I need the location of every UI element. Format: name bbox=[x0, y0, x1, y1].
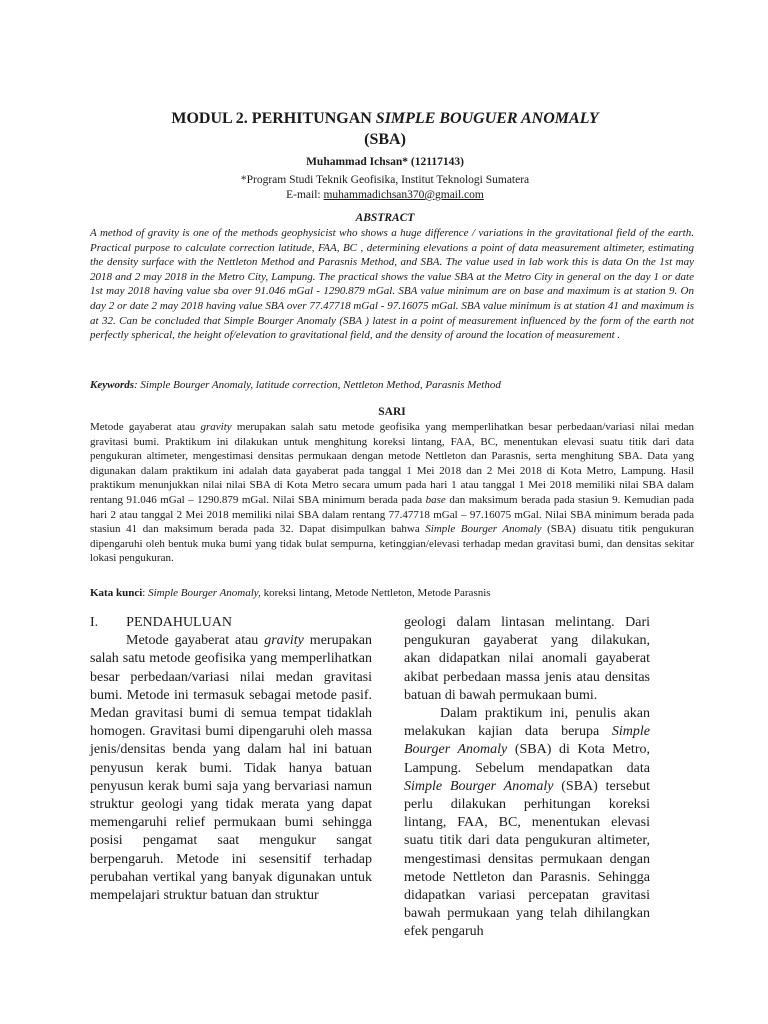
sari-italic-3: Simple Bourger Anomaly bbox=[425, 523, 542, 536]
sari-part-4: (SBA) disuatu titik pengukuran dipengaruhi oleh bentuk muka bumi yang tidak bulat sempurna, ketinggian/elevasi terhadap medan gravitasi bumi, dan densitas sekitar lokasi pengukuran. bbox=[90, 523, 694, 565]
paragraph bbox=[90, 632, 372, 905]
sari-heading: SARI bbox=[378, 406, 406, 418]
para-text: (SBA) tersebut perlu dilakukan perhitungan koreksi lintang, FAA, BC, menentukan elevasi suatu titik dari data pengukuran altimeter, mengestimasi densitas permukaan dengan metode Nettleton dan Parasnis. Sehingga didapatkan variasi percepatan gravitasi bawah permukaan yang telah dihilangkan efek pengaruh bbox=[404, 778, 650, 940]
title-line-2: (SBA) bbox=[364, 131, 406, 148]
title-prefix: MODUL 2. PERHITUNGAN bbox=[171, 110, 376, 127]
sari-text bbox=[90, 420, 694, 566]
section-heading bbox=[90, 614, 372, 632]
para-text: Metode gayaberat atau bbox=[126, 633, 265, 649]
title-italic: SIMPLE BOUGUER ANOMALY bbox=[375, 110, 599, 127]
kata-kunci-line bbox=[90, 586, 694, 600]
kata-kunci-label: Kata kunci bbox=[90, 587, 143, 599]
email-link[interactable]: muhammadichsan370@gmail.com bbox=[323, 189, 484, 201]
kata-kunci-rest: koreksi lintang, Metode Nettleton, Metode Parasnis bbox=[260, 587, 491, 599]
abstract-text: A method of gravity is one of the methods geophysicist who shows a huge difference / variations in the gravitational field of the earth. Practical purpose to calculate correction latitude, FAA, BC , determining elevations a point of data measurement altimeter, estimating the density surface with the Nettleton Method and Parasnis Method, and SBA. The value used in lab work this is data On the 1st may 2018 and 2 may 2018 in the Metro City, Lampung. The practical shows the value SBA at the Metro City in general on the day 1 or date 1st may 2018 having value sba over 91.046 mGal - 1290.879 mGal. SBA value minimum are on base and maximum is at station 9. On day 2 or date 2 may 2018 having value SBA over 77.47718 mGal - 97.16075 mGal. SBA value minimum is at station 41 and maximum is at 32. Can be concluded that Simple Bourger Anomaly (SBA ) latest in a point of measurement influenced by the form of the earth not perfectly spherical, the height of/elevation to gravitational field, and the density of around the location of measurement . bbox=[90, 227, 694, 342]
sari-part-3: dan maksimum berada pada stasiun 9. Kemudian pada hari 2 atau tanggal 2 Mei 2018 memiliki nilai SBA dalam rentang 77.47718 mGal – 97.16075 mGal. Nilai SBA minimum berada pada stasiun 41 dan maksimum berada pada 32. Dapat disimpulkan bahwa bbox=[90, 493, 694, 536]
paragraph: geologi dalam lintasan melintang. Dari pengukuran gayaberat yang dilakukan, akan didapatkan nilai anomali gayaberat akibat perbedaan massa jenis atau densitas batuan di bawah permukaan bumi. bbox=[404, 615, 650, 703]
kata-kunci-sep: : bbox=[142, 587, 149, 599]
para-text: Dalam praktikum ini, penulis akan melakukan kajian data berupa bbox=[404, 706, 650, 740]
keywords-line bbox=[90, 378, 694, 392]
body-column-left bbox=[90, 614, 372, 905]
sari-italic-1: gravity bbox=[200, 421, 232, 433]
para-italic: gravity bbox=[264, 633, 304, 649]
para-text: (SBA) di Kota Metro, Lampung. Sebelum mendapatkan data bbox=[404, 742, 650, 776]
para-italic: Simple Bourger Anomaly bbox=[404, 778, 554, 794]
sari-part-1: Metode gayaberat atau bbox=[90, 421, 201, 433]
paragraph bbox=[404, 705, 650, 942]
abstract-heading: ABSTRACT bbox=[355, 212, 415, 224]
section-title: PENDAHULUAN bbox=[126, 615, 232, 630]
section-number: I. bbox=[90, 615, 99, 630]
keywords-label: Keywords bbox=[90, 379, 134, 391]
author-affiliation: *Program Studi Teknik Geofisika, Institut Teknologi Sumatera bbox=[240, 174, 530, 186]
keywords-text: : Simple Bourger Anomaly, latitude correction, Nettleton Method, Parasnis Method bbox=[134, 379, 501, 391]
para-italic: Simple Bourger Anomaly bbox=[404, 724, 650, 758]
sari-italic-2: base bbox=[425, 493, 446, 506]
kata-kunci-italic: Simple Bourger Anomaly, bbox=[148, 587, 261, 599]
author-email-line bbox=[90, 188, 680, 202]
email-label: E-mail: bbox=[286, 189, 324, 201]
author-name: Muhammad Ichsan* (12117143) bbox=[306, 156, 464, 168]
title-line-1 bbox=[90, 108, 680, 129]
body-column-right bbox=[404, 614, 650, 942]
paper-title bbox=[90, 108, 680, 150]
para-text: merupakan salah satu metode geofisika yang memperlihatkan besar perbedaan/variasi nilai medan gravitasi bumi. Metode ini termasuk sebagai metode pasif. Medan gravitasi bumi di semua tempat tidaklah homogen. Gravitasi bumi dipengaruhi oleh massa jenis/densitas benda yang dalam hal ini batuan penyusun kerak bumi. Tidak hanya batuan penyusun kerak bumi saja yang bervariasi namun struktur geologi yang tidak merata yang dapat memengaruhi relief permukaan bumi sehingga posisi pengamat saat mengukur sangat berpengaruh. Metode ini sesensitif terhadap perubahan vertikal yang banyak digunakan untuk mempelajari struktur batuan dan struktur bbox=[90, 633, 372, 904]
sari-part-2: merupakan salah satu metode geofisika yang memperlihatkan besar perbedaan/variasi nilai medan gravitasi bumi. Praktikum ini dilakukan untuk menghitung koreksi lintang, FAA, BC, menentukan elevasi suatu titik dari data pengukuran altimeter, mengestimasi densitas permukaan dengan metode Nettleton dan Parasnis, serta menghitung SBA. Data yang digunakan dalam praktikum ini adalah data gayaberat pada tanggal 1 Mei 2018 dan 2 Mei 2018 di Kota Metro, Lampung. Hasil praktikum menunjukkan nilai nilai SBA di Kota Metro secara umum pada hari 1 atau tanggal 1 Mei 2018 memiliki nilai SBA dalam rentang 91.046 mGal – 1290.879 mGal. Nilai SBA minimum berada pada bbox=[90, 421, 695, 506]
